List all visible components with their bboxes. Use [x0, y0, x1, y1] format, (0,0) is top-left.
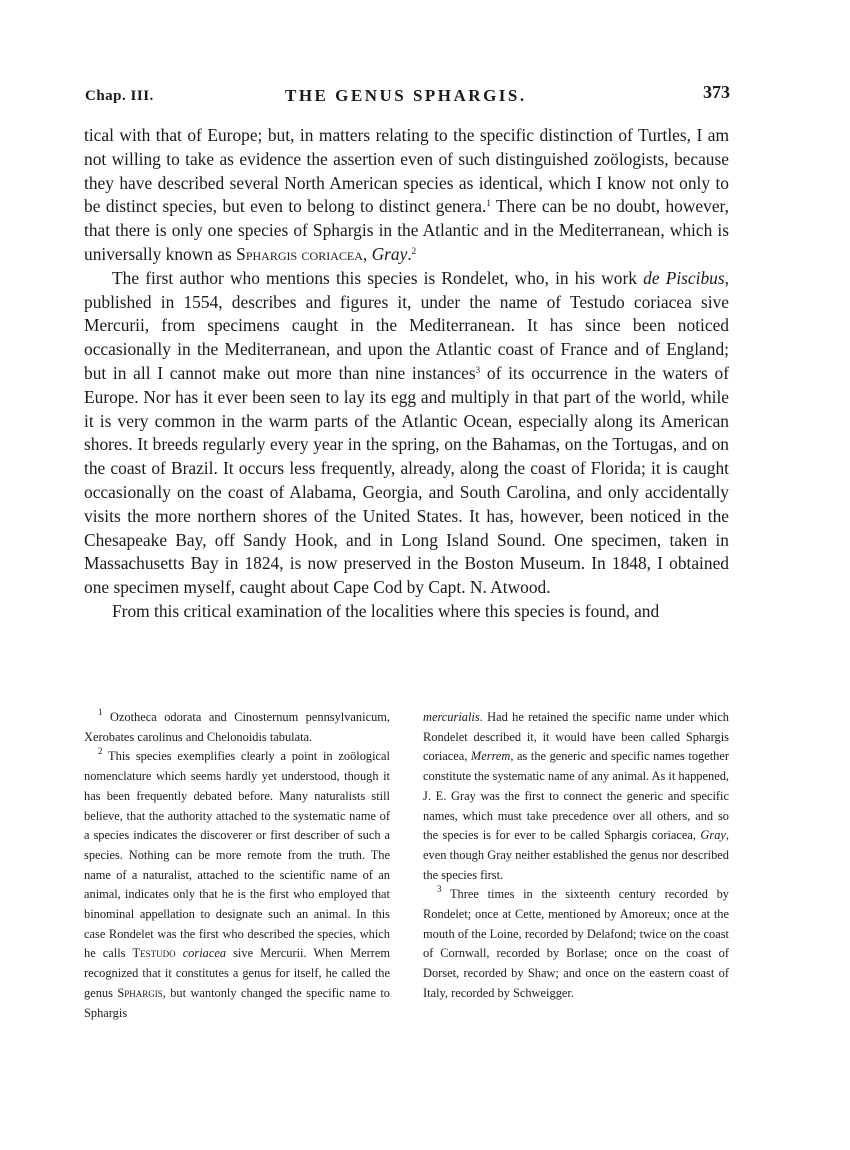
- coriacea-term: coriacea: [182, 946, 227, 961]
- footnote-2-space: [176, 946, 183, 960]
- footnote-3-text: Three times in the sixteenth century recorded by Rondelet; once at Cette, mentioned by Amoreux; once at the mouth of the Loine, recorded by Delafond; twice on the coast of Cornwall, recorded by Borlase; once on the coast of Dorset, recorded by Shaw; and once on the eastern coast of Italy, recorded by Schweigger.: [423, 887, 729, 1000]
- testudo-term: Testudo: [132, 946, 176, 961]
- footnote-1: [84, 708, 390, 747]
- paragraph-1: [84, 124, 729, 267]
- footnote-ref-3: 3: [475, 364, 481, 375]
- footnote-2-text-e: , as the generic and specific names together constitute the systematic name of any animal. As it happened, J. E. Gray was the first to connect the generic and specific names, which must take precedence over all others, and so the species is for ever to be called Sphargis coriacea,: [423, 749, 729, 843]
- p1-text-b: There can be no doubt, however, that there is only one species of Sphargis in the Atlantic and in the Mediterranean, which is universally known as: [84, 196, 729, 264]
- footnote-column-left: [84, 708, 390, 1023]
- footnote-column-right: [423, 708, 729, 1023]
- footnote-3-number: 3: [437, 884, 442, 895]
- work-title: de Piscibus: [643, 267, 725, 288]
- footnote-1-text: Ozotheca odorata and Cinosternum pennsylvanicum, Xerobates carolinus and Chelonoidis tabulata.: [84, 710, 390, 744]
- p1-sep: ,: [362, 243, 372, 264]
- p2-text-b: , published in 1554, describes and figures it, under the name of Testudo coriacea sive Mercurii, from specimens caught in the Mediterranean. It has since been noticed occasionally in the Mediterranean, and upon the Atlantic coast of France and of England; but in all I cannot make out more than nine instances: [84, 267, 729, 383]
- species-name: Sphargis coriacea: [236, 243, 363, 264]
- footnote-2: [84, 747, 390, 1023]
- sphargis-term: Sphargis: [117, 985, 163, 1000]
- footnote-ref-2: 2: [411, 245, 417, 256]
- p1-end: .: [407, 243, 412, 264]
- footnote-ref-1: 1: [486, 198, 491, 209]
- footnote-2-text-d: . Had he retained the specific name under which Rondelet described it, it would have been called Sphargis coriacea,: [423, 710, 729, 764]
- mercurialis-term: mercurialis: [423, 710, 480, 724]
- merrem-term: Merrem: [470, 749, 511, 764]
- p2-text-a: The first author who mentions this species is Rondelet, who, in his work: [112, 267, 644, 288]
- running-header: [85, 82, 730, 110]
- page-number: 373: [703, 82, 730, 102]
- footnotes: [84, 708, 729, 1023]
- footnote-2-number: 2: [98, 746, 103, 757]
- footnote-2-text-c: , but wantonly changed the specific name to Sphargis: [84, 985, 390, 1020]
- species-authority: Gray: [371, 243, 408, 264]
- main-text: [84, 124, 729, 624]
- paragraph-2: [84, 267, 729, 600]
- footnote-2-text-a: This species exemplifies clearly a point in zoölogical nomenclature which seems hardly yet understood, though it has been frequently debated before. Many naturalists still believe, that the authority attached to the systematic name of a species indicates the discoverer or first describer of such a species. Nothing can be more remote from the truth. The name of a naturalist, attached to the scientific name of an animal, indicates only that he is the first who employed that binominal appellation to designate such an animal. In this case Rondelet was the first who described the species, which he calls: [84, 749, 390, 961]
- footnote-1-number: 1: [98, 707, 103, 717]
- running-title: THE GENUS SPHARGIS.: [285, 86, 527, 105]
- footnote-2-text-b: sive Mercurii. When Merrem recognized that it constitutes a genus for itself, he called the genus: [84, 946, 390, 1000]
- footnote-2-continued: [423, 708, 729, 885]
- gray-term: Gray: [700, 828, 726, 843]
- footnote-3: [423, 885, 729, 1003]
- p1-text-a: tical with that of Europe; but, in matters relating to the specific distinction of Turtles, I am not willing to take as evidence the assertion even of such distinguished zoölogists, because they have described several North American species as identical, which I know not only to be distinct species, but even to belong to distinct genera.: [84, 125, 729, 217]
- paragraph-3: From this critical examination of the localities where this species is found, and: [112, 600, 660, 621]
- p2-text-c: of its occurrence in the waters of Europe. Nor has it ever been seen to lay its egg and multiply in that part of the world, while it is very common in the warm parts of the Atlantic Ocean, especially along its American shores. It breeds regularly every year in the spring, on the Bahamas, on the Tortugas, and on the coast of Brazil. It occurs less frequently, already, along the coast of Florida; it is caught occasionally on the coast of Alabama, Georgia, and South Carolina, and only accidentally visits the more northern shores of the United States. It has, however, been noticed in the Chesapeake Bay, off Sandy Hook, and in Long Island Sound. One specimen, taken in Massachusetts Bay in 1824, is now preserved in the Boston Museum. In 1848, I obtained one specimen myself, caught about Cape Cod by Capt. N. Atwood.: [84, 362, 729, 598]
- chapter-label: Chap. III.: [85, 88, 154, 104]
- footnote-2-text-f: , even though Gray neither established the genus nor described the species first.: [423, 828, 729, 882]
